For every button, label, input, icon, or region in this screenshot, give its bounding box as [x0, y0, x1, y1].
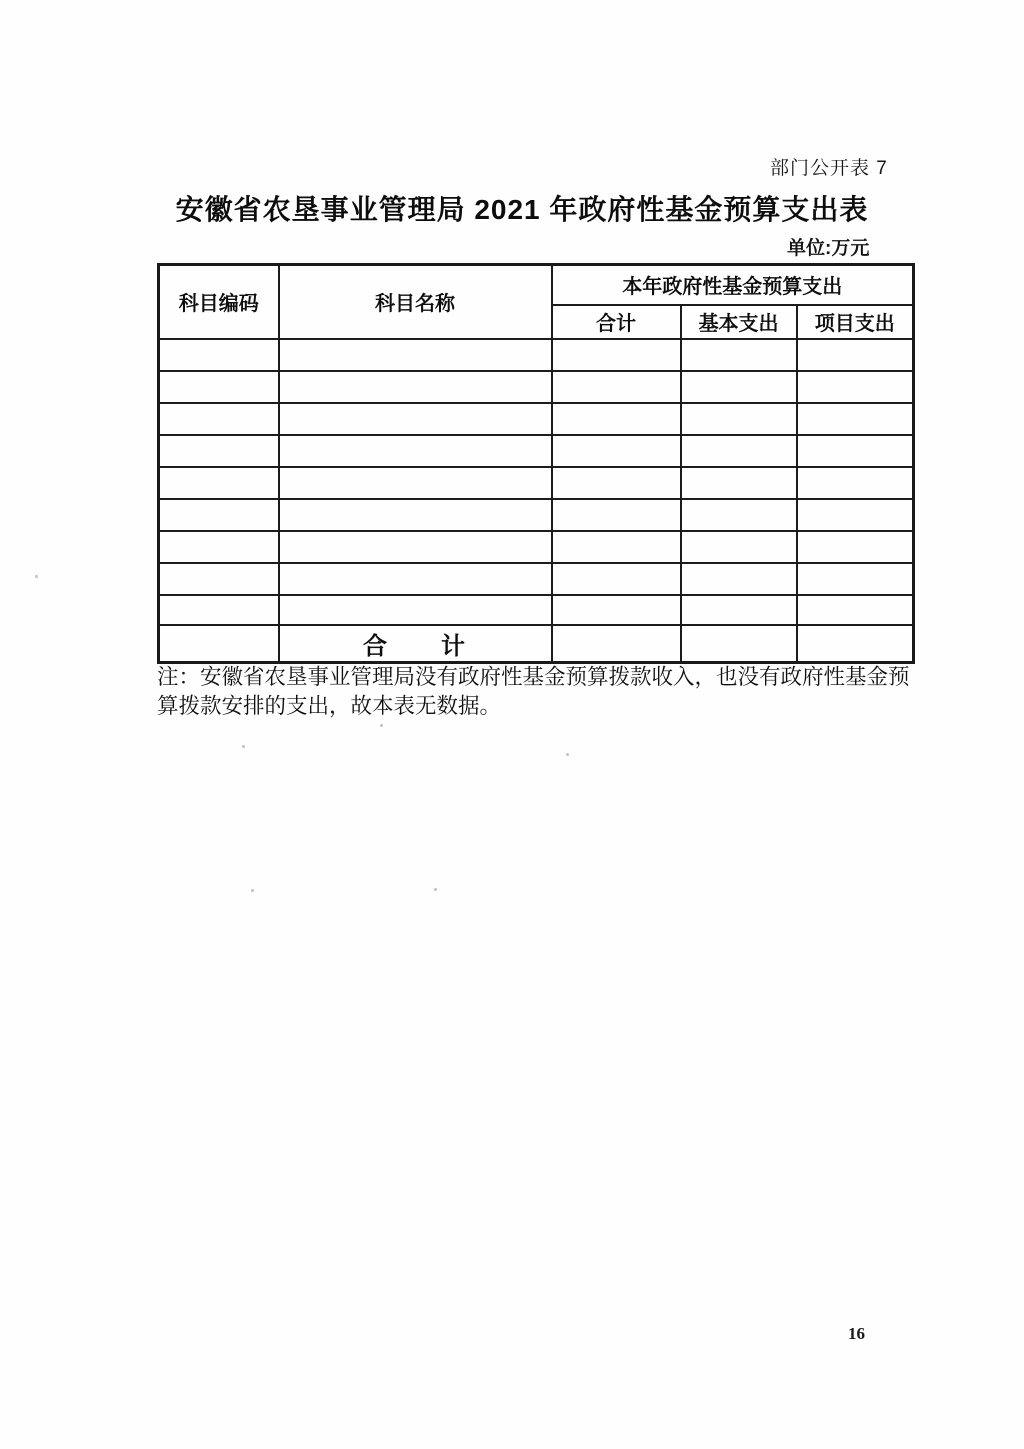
table-cell [797, 563, 914, 595]
table-cell [681, 403, 797, 435]
col-header-fund-expenditure-group: 本年政府性基金预算支出 [552, 265, 914, 305]
page-title: 安徽省农垦事业管理局 2021 年政府性基金预算支出表 [175, 194, 869, 225]
table-body [159, 339, 914, 663]
table-cell [159, 403, 279, 435]
table-cell [279, 435, 552, 467]
note-line-2: 算拨款安排的支出，故本表无数据。 [157, 694, 502, 718]
table-cell [681, 499, 797, 531]
table-row [159, 531, 914, 563]
table-row [159, 371, 914, 403]
table-cell [279, 403, 552, 435]
table-cell [159, 563, 279, 595]
table-cell [279, 371, 552, 403]
table-cell [681, 563, 797, 595]
table-row [159, 403, 914, 435]
table-cell [552, 499, 681, 531]
table-cell [681, 595, 797, 625]
table-cell [159, 531, 279, 563]
table-cell [797, 467, 914, 499]
table-cell [797, 625, 914, 663]
table-cell [681, 339, 797, 371]
note-line-1: 注：安徽省农垦事业管理局没有政府性基金预算拨款收入，也没有政府性基金预 [157, 665, 910, 689]
table-cell [552, 435, 681, 467]
col-header-project-expenditure: 项目支出 [797, 305, 914, 339]
scan-speck [380, 724, 383, 727]
table-cell [797, 403, 914, 435]
table-cell [681, 371, 797, 403]
table-cell [159, 435, 279, 467]
table-row [159, 467, 914, 499]
table-cell [797, 499, 914, 531]
header-row-group [159, 265, 914, 305]
table-cell [552, 371, 681, 403]
table-cell [797, 371, 914, 403]
table-cell [159, 339, 279, 371]
table-cell [797, 435, 914, 467]
table-cell [279, 563, 552, 595]
table-cell [159, 371, 279, 403]
table-cell [279, 531, 552, 563]
page-number: 16 [848, 1324, 865, 1343]
table-row [159, 595, 914, 625]
table-cell [279, 467, 552, 499]
table-header [159, 265, 914, 339]
col-header-basic-expenditure: 基本支出 [681, 305, 797, 339]
table-cell [681, 531, 797, 563]
table-cell [797, 595, 914, 625]
col-header-subject-code: 科目编码 [159, 265, 279, 339]
table-cell [159, 625, 279, 663]
table-cell [552, 403, 681, 435]
col-header-total: 合计 [552, 305, 681, 339]
table-cell [681, 435, 797, 467]
table-cell [552, 531, 681, 563]
budget-table [157, 263, 915, 664]
table-cell [797, 531, 914, 563]
scan-speck [434, 888, 437, 891]
table-cell [552, 595, 681, 625]
table-cell [797, 339, 914, 371]
scan-speck [242, 745, 245, 748]
corner-table-label: 部门公开表 7 [770, 158, 888, 179]
table-cell [552, 625, 681, 663]
table-row [159, 339, 914, 371]
table-row [159, 563, 914, 595]
scan-speck [566, 753, 569, 756]
table-cell [159, 595, 279, 625]
scan-speck [35, 575, 38, 578]
table-cell [681, 467, 797, 499]
col-header-subject-name: 科目名称 [279, 265, 552, 339]
table-cell [159, 499, 279, 531]
table-cell [552, 563, 681, 595]
note-text [157, 663, 927, 721]
table-cell [279, 339, 552, 371]
table-cell [552, 339, 681, 371]
table-cell [552, 467, 681, 499]
table-cell [681, 625, 797, 663]
table-row [159, 499, 914, 531]
table-cell [159, 467, 279, 499]
total-row-label: 合 计 [279, 625, 552, 663]
table-row [159, 435, 914, 467]
table-total-row [159, 625, 914, 663]
table-cell [279, 595, 552, 625]
table-cell [279, 499, 552, 531]
scan-speck [251, 889, 254, 892]
unit-label: 单位:万元 [787, 238, 870, 259]
